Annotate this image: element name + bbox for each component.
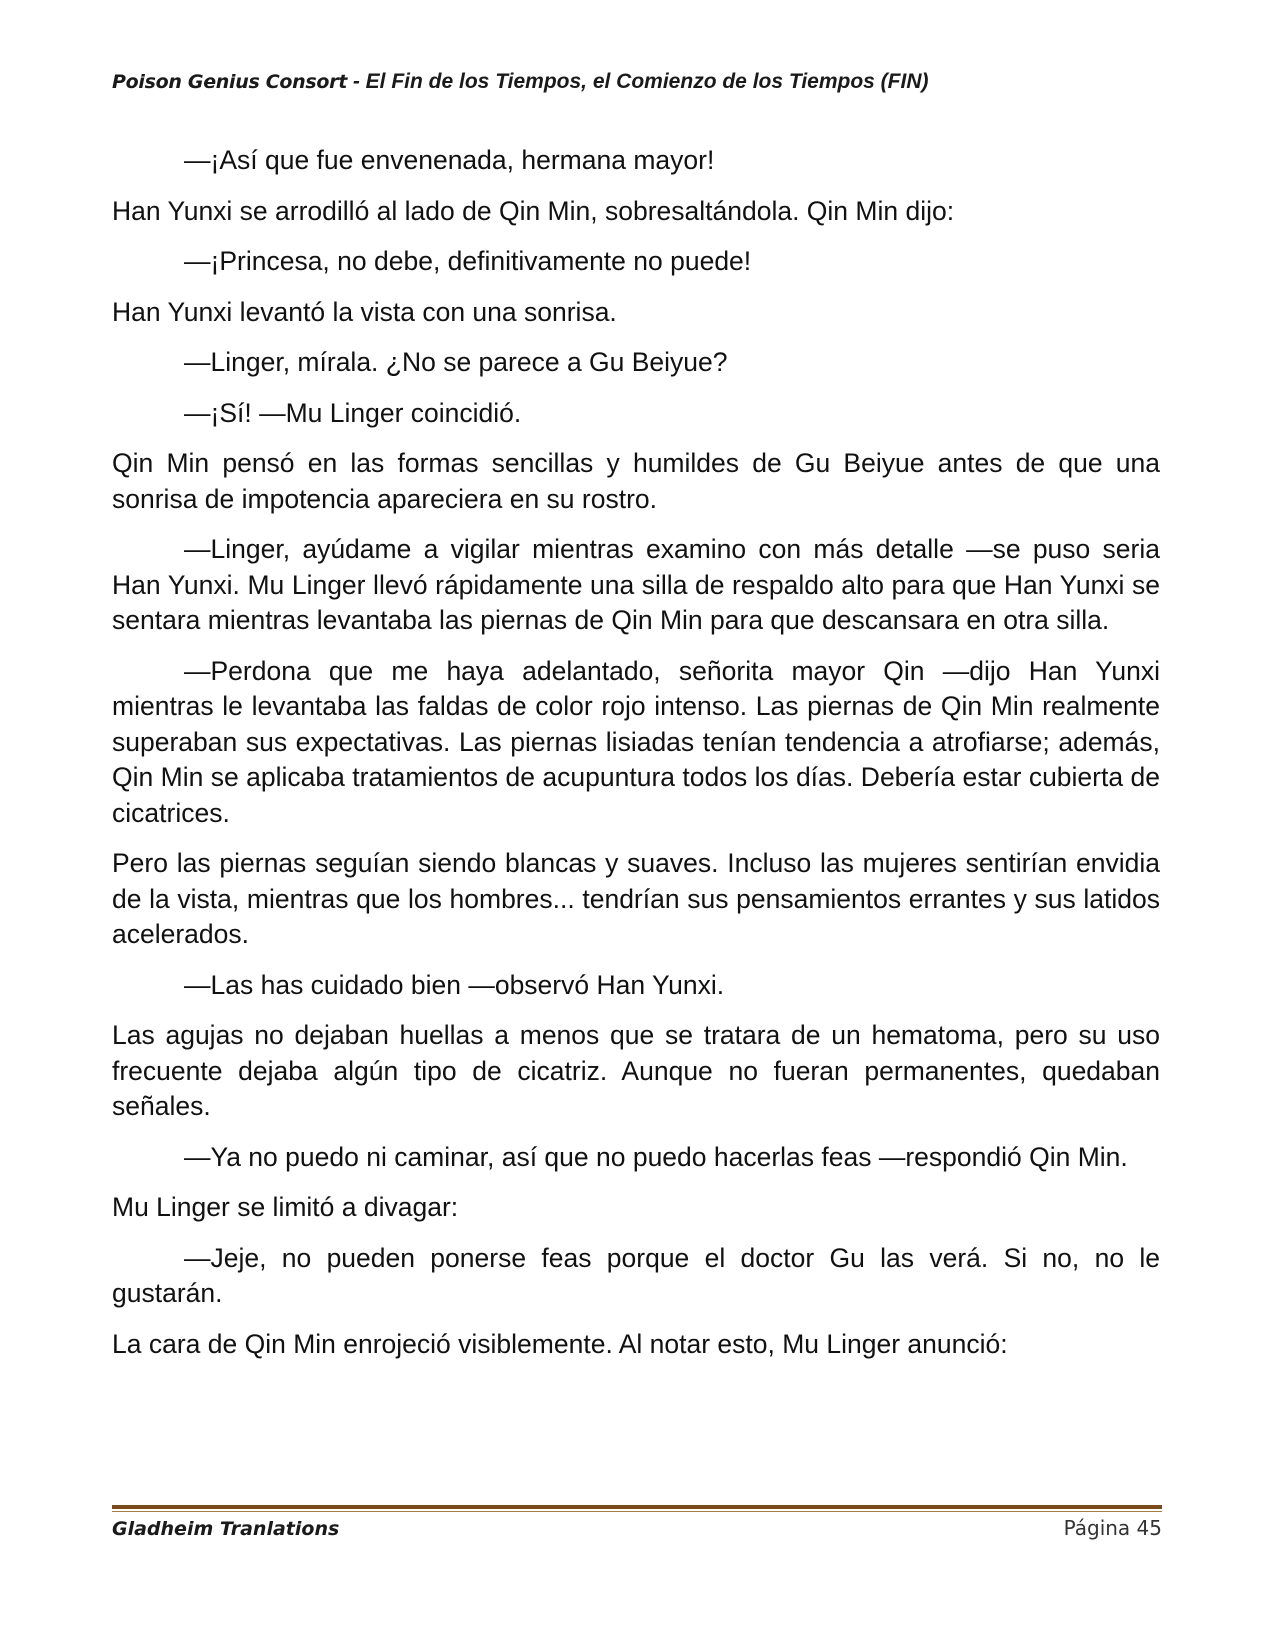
paragraph: Las agujas no dejaban huellas a menos que se tratara de un hematoma, pero su uso frecuente dejaba algún tipo de cicatriz. Aunque no fueran permanentes, quedaban señales.: [112, 1020, 1160, 1121]
paragraph: —Las has cuidado bien —observó Han Yunxi.: [184, 969, 725, 1000]
paragraph: —Jeje, no pueden ponerse feas porque el doctor Gu las verá. Si no, no le gustarán.: [112, 1242, 1160, 1308]
paragraph: Mu Linger se limitó a divagar:: [112, 1192, 459, 1222]
paragraph: Han Yunxi se arrodilló al lado de Qin Min, sobresaltándola. Qin Min dijo:: [112, 195, 955, 226]
paragraph: —¡Así que fue envenenada, hermana mayor!: [184, 145, 715, 175]
body-text: [112, 143, 1160, 1377]
paragraph: Pero las piernas seguían siendo blancas y suaves. Incluso las mujeres sentirían envidia de la vista, mientras que los hombres... tendrían sus pensamientos errantes y sus latidos acelerados.: [112, 848, 1160, 949]
paragraph: —Linger, ayúdame a vigilar mientras examino con más detalle —se puso seria Han Yunxi. Mu Linger llevó rápidamente una silla de respaldo alto para que Han Yunxi se sentara mientras levantaba las piernas de Qin Min para que descansara en otra silla.: [112, 534, 1160, 635]
book-title: Poison Genius Consort: [112, 71, 348, 93]
paragraph: Qin Min pensó en las formas sencillas y humildes de Gu Beiyue antes de que una sonrisa de impotencia apareciera en su rostro.: [112, 448, 1160, 514]
page-number: Página 45: [1063, 1516, 1162, 1540]
paragraph: La cara de Qin Min enrojeció visiblemente. Al notar esto, Mu Linger anunció:: [112, 1328, 1008, 1359]
paragraph: —Linger, mírala. ¿No se parece a Gu Beiyue?: [184, 347, 728, 377]
paragraph: —¡Princesa, no debe, definitivamente no puede!: [184, 246, 752, 276]
footer-rule: [112, 1505, 1162, 1509]
running-header: [112, 70, 1162, 94]
paragraph: Han Yunxi levantó la vista con una sonrisa.: [112, 296, 617, 327]
chapter-title: - El Fin de los Tiempos, el Comienzo de los Tiempos (FIN): [347, 70, 929, 93]
publisher-name: Gladheim Tranlations: [112, 1518, 340, 1540]
footer-rule-thin: [112, 1511, 1162, 1512]
paragraph: —Ya no puedo ni caminar, así que no puedo hacerlas feas —respondió Qin Min.: [184, 1141, 1128, 1172]
paragraph: —¡Sí! —Mu Linger coincidió.: [184, 397, 522, 428]
paragraph: —Perdona que me haya adelantado, señorita mayor Qin —dijo Han Yunxi mientras le levantaba las faldas de color rojo intenso. Las piernas de Qin Min realmente superaban sus expectativas. Las piernas lisiadas tenían tendencia a atrofiarse; además, Qin Min se aplicaba tratamientos de acupuntura todos los días. Debería estar cubierta de cicatrices.: [112, 655, 1160, 828]
